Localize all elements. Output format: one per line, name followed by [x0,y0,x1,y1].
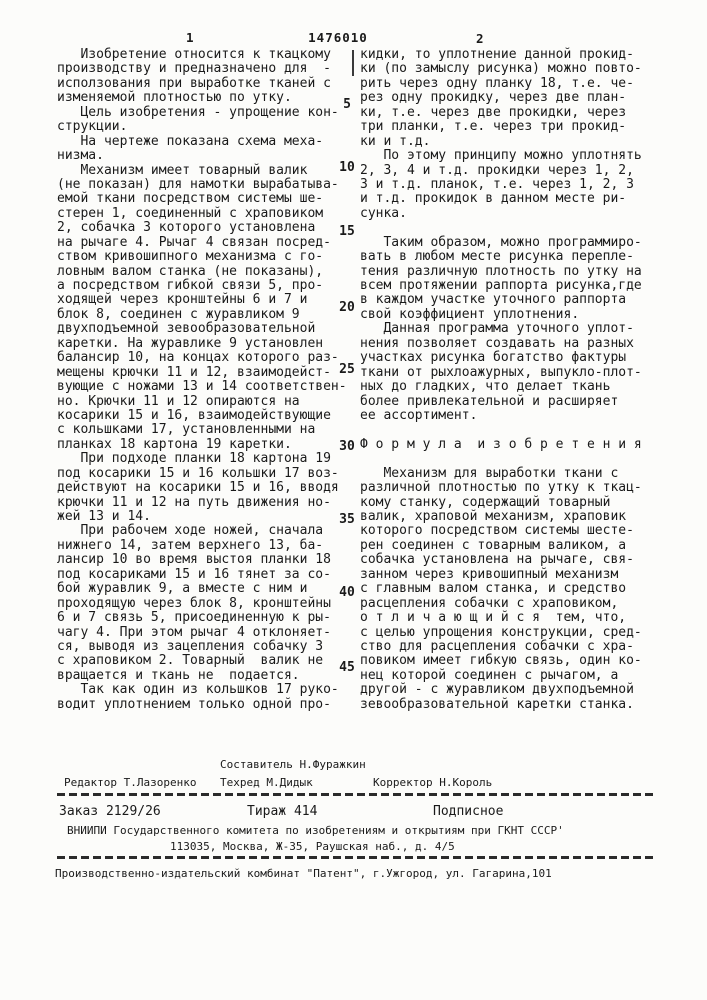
print-run: Тираж 414 [247,804,318,819]
text-line: с храповиком 2. Товарный валик не [57,653,324,669]
text-line: По этому принципу можно уплотнять [360,148,642,164]
text-line: емой ткани посредством системы ше- [57,191,324,207]
text-line: исползования при выработке тканей с [57,75,331,91]
text-line: 2, собачка 3 которого установлена [57,220,316,236]
text-line: струкции. [57,119,128,135]
text-line: 6 и 7 связь 5, присоединенную к ры- [57,610,331,626]
text-line: с кольшками 17, установленными на [57,422,316,438]
text-column-right [360,48,658,712]
text-line: ки, т.е. через две прокидки, через [360,104,627,120]
text-line: На чертеже показана схема меха- [57,133,324,149]
text-line [360,423,658,437]
text-line: ткани от рыхлоажурных, выпукло-плот- [360,364,642,380]
text-line: Изобретение относится к ткацкому [57,47,331,62]
text-column-left [57,48,353,712]
divider-dashed-line [57,793,655,796]
margin-line-number: 25 [339,362,355,377]
text-line: ки (по замыслу рисунка) можно повто- [360,61,642,77]
margin-line-number: 30 [339,439,355,454]
corrector-credit: Корректор Н.Король [373,776,493,789]
text-line: о т л и ч а ю щ и й с я тем, что, [360,610,627,626]
text-line: кидки, то уплотнение данной прокид- [360,47,634,62]
margin-line-number: 5 [343,97,351,112]
compiler-credit: Составитель Н.Фуражкин [220,758,366,771]
text-line: бой журавлик 9, а вместе с ним и [57,581,308,597]
column-number-right: 2 [476,31,485,46]
text-line: жей 13 и 14. [57,509,151,524]
text-line: рез одну прокидку, через две план- [360,90,627,106]
publisher-address: 113035, Москва, Ж-35, Раушская наб., д. 4/5 [170,840,455,853]
text-line: каретки. На журавлике 9 установлен [57,335,324,351]
text-line: зевообразовательной каретки станка. [360,696,634,712]
text-line: 3 и т.д. планок, т.е. через 1, 2, 3 [360,176,634,192]
text-line: Цель изобретения - упрощение кон- [57,104,339,120]
text-line: крючки 11 и 12 на путь движения но- [57,494,331,510]
text-line: стерен 1, соединенный с храповиком [57,205,324,221]
text-line: Механизм имеет товарный валик [57,162,308,178]
text-line: Ф о р м у л а и з о б р е т е н и я [360,436,642,452]
text-line: нижнего 14, затем верхнего 13, ба- [57,537,324,553]
text-line [360,452,658,466]
text-line: три планки, т.е. через три прокид- [360,119,627,135]
text-line: балансир 10, на концах которого раз- [57,350,339,366]
margin-line-number: 45 [339,660,355,675]
text-line: нец которой соединен с рычагом, а [360,667,619,683]
text-line: блок 8, соединен с журавликом 9 [57,306,300,322]
text-line: с главным валом станка, и средство [360,581,627,597]
publisher-line: ВНИИПИ Государственного комитета по изобретениям и открытиям при ГКНТ СССР' [67,824,564,837]
text-line: в каждом участке уточного раппорта [360,292,627,308]
text-line: При рабочем ходе ножей, сначала [57,523,324,539]
text-line: но. Крючки 11 и 12 опираются на [57,393,300,409]
text-line: низма. [57,148,104,164]
text-line: 2, 3, 4 и т.д. прокидки через 1, 2, [360,162,634,178]
text-line: расцепления собачки с храповиком, [360,595,619,611]
text-line: и т.д. прокидок в данном месте ри- [360,191,627,207]
margin-line-number: 15 [339,224,355,239]
text-line: которого посредством системы шесте- [360,523,634,539]
text-line: вующие с ножами 13 и 14 соответствен- [57,379,347,395]
margin-line-number: 10 [339,160,355,175]
text-line: ловным валом станка (не показаны), [57,263,324,279]
order-number: Заказ 2129/26 [59,804,161,819]
margin-line-number: 20 [339,300,355,315]
text-line: планках 18 картона 19 каретки. [57,436,292,452]
margin-line-number: 35 [339,512,355,527]
text-line: всем протяжении раппорта рисунка,где [360,278,642,293]
editor-credit: Редактор Т.Лазоренко [64,776,197,789]
text-line: валик, храповой механизм, храповик [360,509,627,524]
text-line: ее ассортимент. [360,407,478,423]
text-line: косарики 15 и 16, взаимодействующие [57,407,331,423]
print-plant-line: Производственно-издательский комбинат "Патент", г.Ужгород, ул. Гагарина,101 [55,867,552,880]
text-line: рить через одну планку 18, т.е. че- [360,75,634,91]
text-line: водит уплотнением только одной про- [57,696,331,712]
text-line: Так как один из кольшков 17 руко- [57,682,339,698]
text-line: под косариками 15 и 16 тянет за со- [57,566,331,582]
text-line: повиком имеет гибкую связь, один ко- [360,653,642,669]
text-line: вращается и ткань не подается. [57,667,300,683]
text-line: лансир 10 во время выстоя планки 18 [57,552,331,568]
text-line: занном через кривошипный механизм [360,566,619,582]
text-line: тения различную плотность по утку на [360,263,642,279]
text-line: производству и предназначено для - [57,61,331,77]
text-line: а посредством гибкой связи 5, про- [57,278,324,293]
text-line [360,221,658,235]
text-line: другой - с журавликом двухподъемной [360,682,634,698]
text-line: действуют на косарики 15 и 16, вводя [57,480,339,496]
text-line: двухподъемной зевообразовательной [57,321,316,337]
text-line: ся, выводя из зацепления собачку 3 [57,638,324,654]
text-line: на рычаге 4. Рычаг 4 связан посред- [57,234,331,250]
text-line: Таким образом, можно программиро- [360,234,642,250]
text-line: При подходе планки 18 картона 19 [57,451,331,467]
text-line: рен соединен с товарным валиком, а [360,537,627,553]
text-line: проходящую через блок 8, кронштейны [57,595,331,611]
text-line: кому станку, содержащий товарный [360,494,611,510]
text-line: под косарики 15 и 16 кольшки 17 воз- [57,465,339,481]
techred-credit: Техред М.Дидык [220,776,313,789]
subscription-label: Подписное [433,804,504,819]
text-line: Данная программа уточного уплот- [360,321,634,337]
text-line: вать в любом месте рисунка перепле- [360,249,634,265]
divider-dashed-line [57,856,655,859]
text-line: ных до гладких, что делает ткань [360,379,611,395]
text-line: (не показан) для намотки вырабатыва- [57,176,339,192]
text-line: ки и т.д. [360,133,431,149]
text-line: изменяемой плотностью по утку. [57,90,292,106]
margin-line-number: 40 [339,585,355,600]
text-line: свой коэффициент уплотнения. [360,306,580,322]
text-line: различной плотностью по утку к ткац- [360,480,642,496]
text-line: нения позволяет создавать на разных [360,335,634,351]
text-line: чагу 4. При этом рычаг 4 отклоняет- [57,624,331,640]
column-number-left: 1 [186,30,195,45]
patent-number: 1476010 [308,30,368,45]
text-line: мещены крючки 11 и 12, взаимодейст- [57,364,331,380]
text-line: сунка. [360,205,407,221]
text-line: ство для расцепления собачки с хра- [360,638,634,654]
text-line: ходящей через кронштейны 6 и 7 и [57,292,308,308]
text-line: более привлекательной и расширяет [360,393,619,409]
text-line: собачка установлена на рычаге, свя- [360,552,634,568]
text-line: с целью упрощения конструкции, сред- [360,624,642,640]
text-line: ством кривошипного механизма с го- [57,249,324,265]
text-line: участках рисунка богатство фактуры [360,350,627,366]
text-line: Механизм для выработки ткани с [360,465,619,481]
